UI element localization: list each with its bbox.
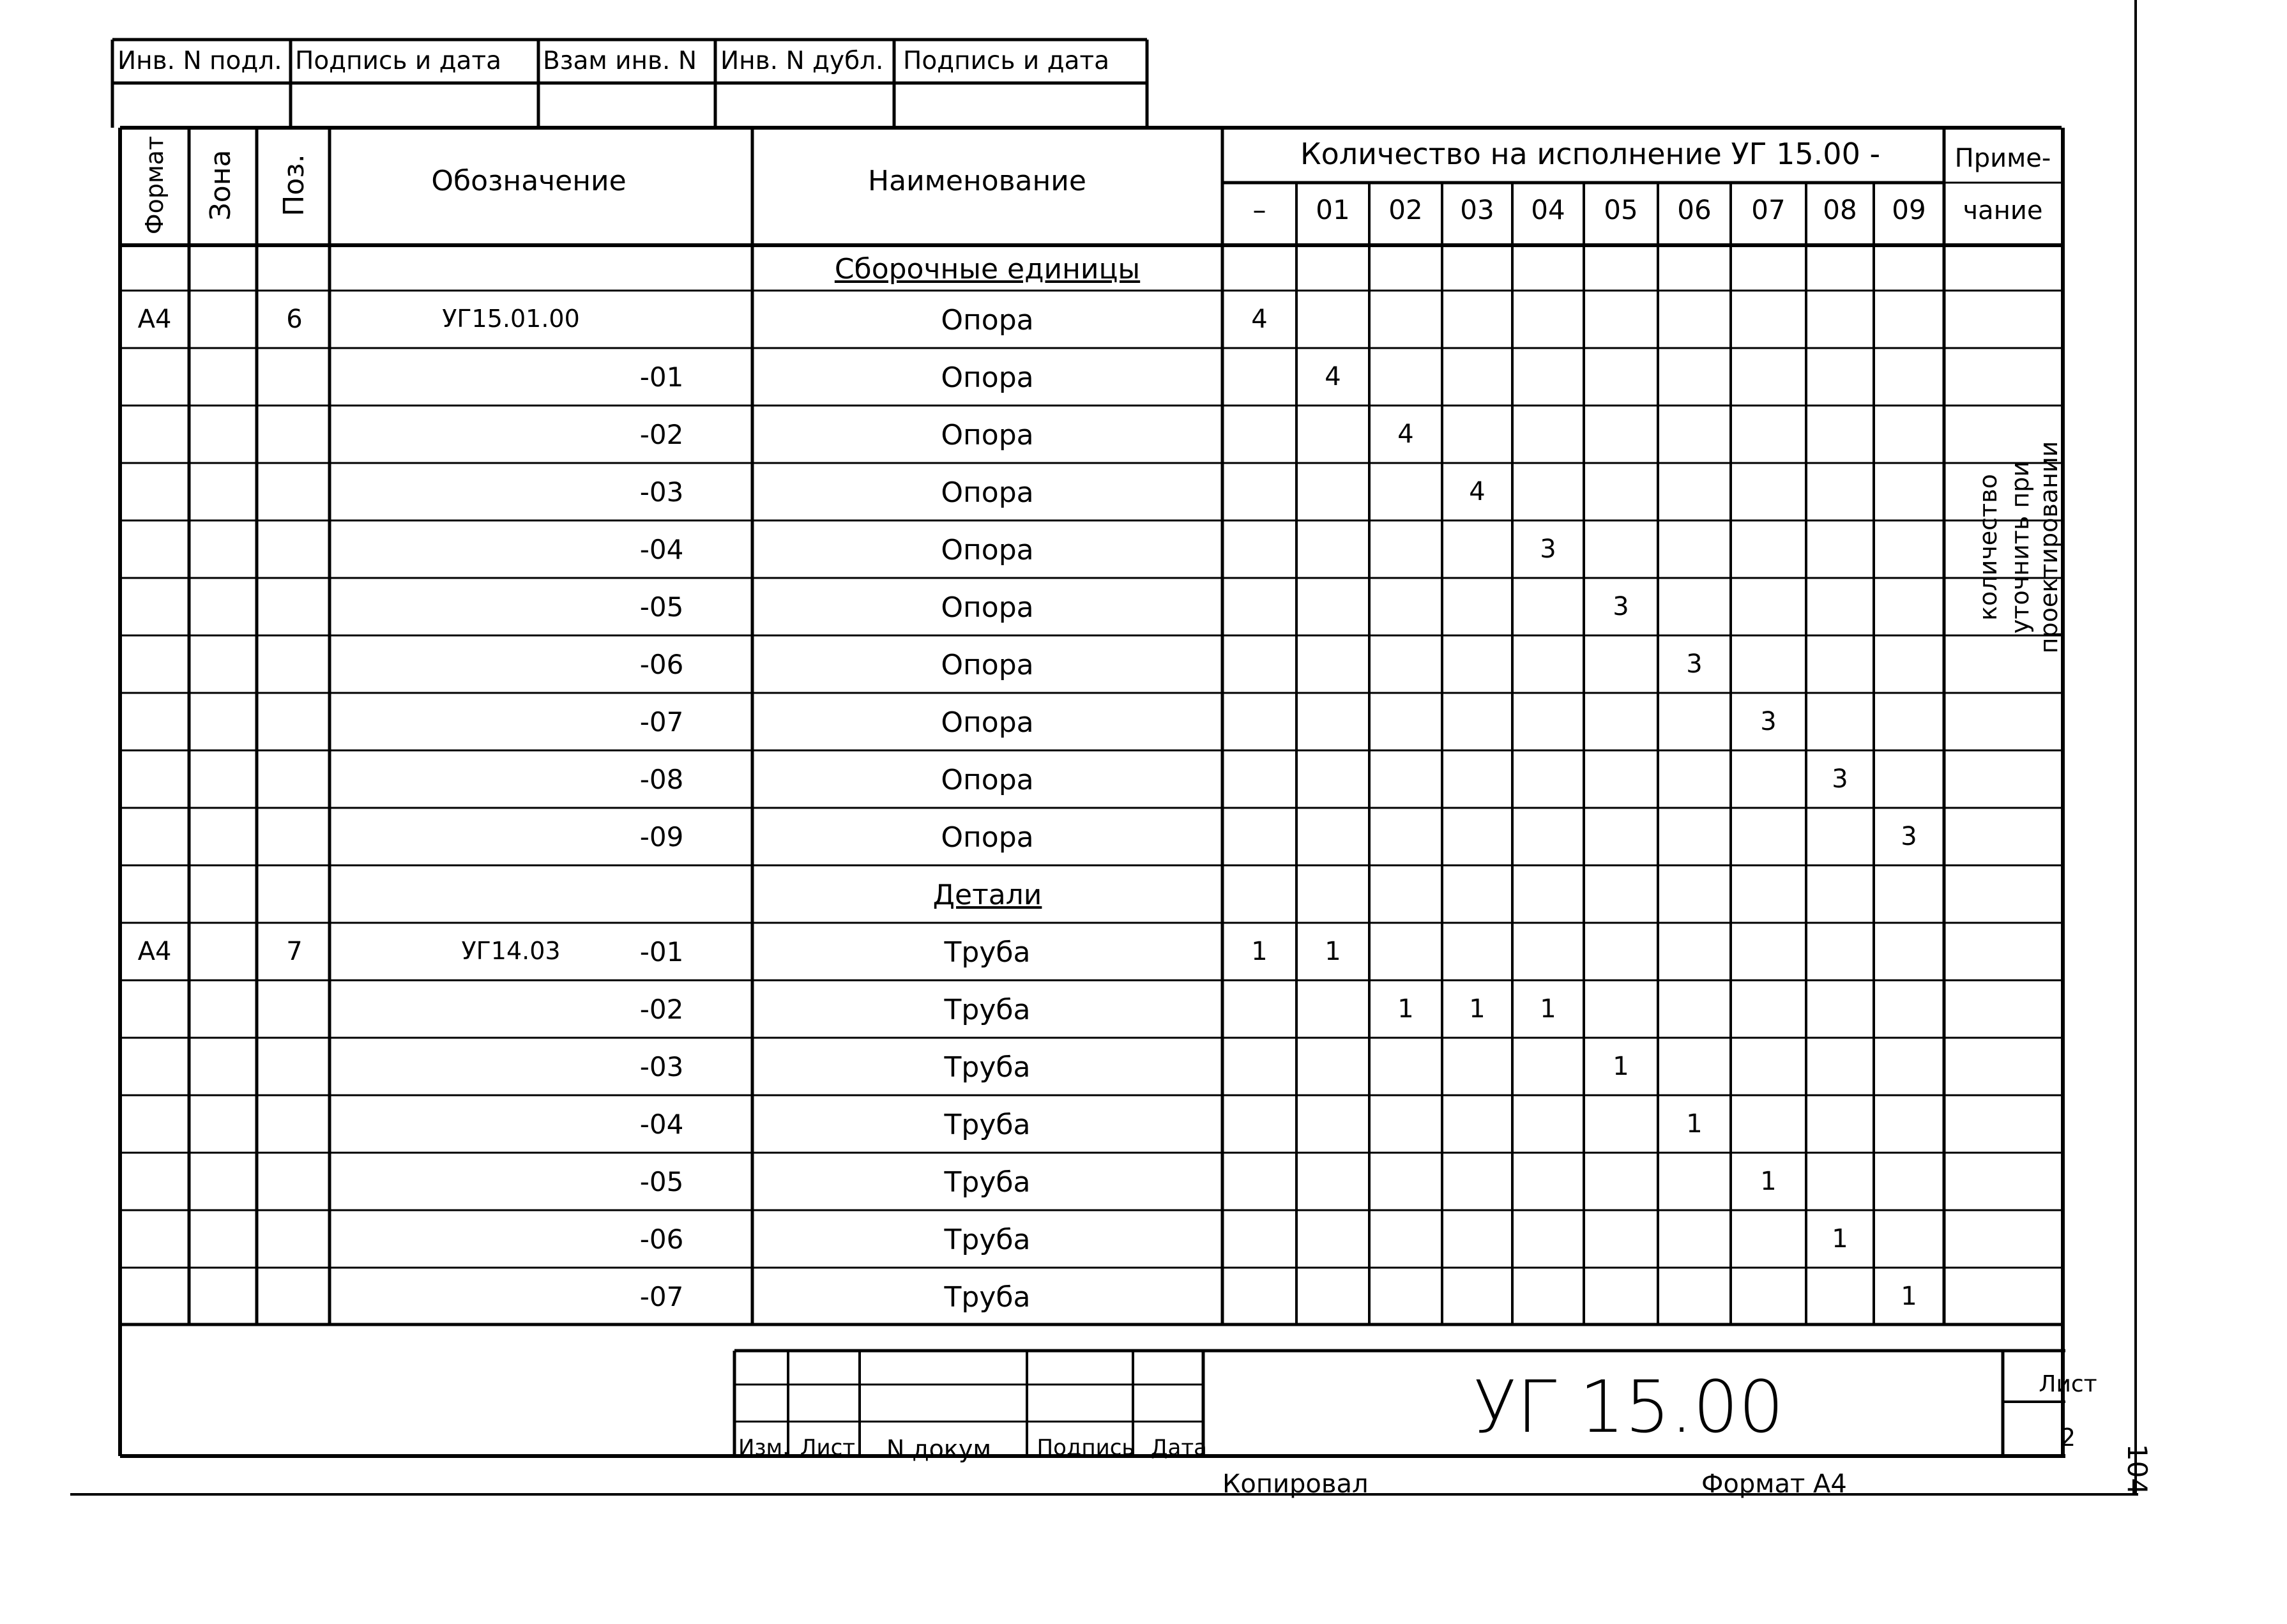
row-designation-suffix: -06 bbox=[639, 1224, 684, 1255]
row-name: Опора bbox=[941, 534, 1034, 566]
row-quantity: 1 bbox=[1901, 1281, 1917, 1311]
row-quantity: 3 bbox=[1540, 535, 1556, 564]
variant-header: 02 bbox=[1388, 194, 1423, 225]
row-name: Опора bbox=[941, 476, 1034, 509]
header-format: Формат bbox=[141, 135, 169, 235]
section-heading: Сборочные единицы bbox=[834, 252, 1141, 285]
header-quantity: Количество на исполнение УГ 15.00 - bbox=[1300, 137, 1881, 171]
variant-header: 07 bbox=[1751, 194, 1786, 225]
tb-label-doc-number: N докум. bbox=[886, 1435, 999, 1463]
tb-label-date: Дата bbox=[1150, 1435, 1208, 1461]
row-designation-suffix: -02 bbox=[639, 994, 684, 1025]
tb-label-change: Изм. bbox=[738, 1435, 789, 1461]
section-heading: Детали bbox=[932, 879, 1042, 911]
row-designation: УГ15.01.00 bbox=[442, 305, 580, 333]
row-quantity: 1 bbox=[1325, 937, 1341, 966]
row-designation-suffix: -08 bbox=[639, 764, 684, 795]
row-quantity: 1 bbox=[1832, 1224, 1848, 1254]
row-name: Опора bbox=[941, 419, 1034, 452]
row-quantity: 1 bbox=[1613, 1052, 1629, 1081]
row-name: Труба bbox=[944, 1051, 1031, 1084]
row-name: Труба bbox=[944, 994, 1031, 1026]
variant-header: 06 bbox=[1677, 194, 1712, 225]
row-name: Труба bbox=[944, 1166, 1031, 1199]
row-quantity: 4 bbox=[1251, 305, 1268, 334]
row-quantity: 3 bbox=[1686, 649, 1703, 679]
row-designation-suffix: -07 bbox=[639, 706, 684, 738]
row-name: Опора bbox=[941, 361, 1034, 394]
note-line-3: проектировании bbox=[2035, 441, 2063, 654]
sheet-number: 2 bbox=[2060, 1423, 2076, 1452]
row-designation-suffix: -03 bbox=[639, 476, 684, 508]
variant-header: – bbox=[1252, 194, 1266, 225]
row-name: Труба bbox=[944, 936, 1031, 969]
row-quantity: 3 bbox=[1901, 822, 1917, 851]
row-name: Труба bbox=[944, 1280, 1031, 1314]
row-quantity: 3 bbox=[1613, 592, 1629, 621]
variant-header: 05 bbox=[1604, 194, 1638, 225]
row-designation-suffix: -04 bbox=[639, 534, 684, 565]
row-designation-suffix: -06 bbox=[639, 649, 684, 680]
row-name: Опора bbox=[941, 706, 1034, 739]
header-position: Поз. bbox=[278, 154, 310, 216]
row-quantity: 1 bbox=[1686, 1109, 1703, 1139]
row-format: A4 bbox=[137, 305, 172, 334]
row-quantity: 4 bbox=[1325, 362, 1341, 391]
variant-header: 03 bbox=[1460, 194, 1494, 225]
row-designation-suffix: -04 bbox=[639, 1109, 684, 1140]
row-position: 6 bbox=[286, 305, 303, 334]
row-quantity: 1 bbox=[1251, 937, 1268, 966]
stamp-header-replaced-inv: Взам инв. N bbox=[543, 47, 697, 75]
row-designation-suffix: -01 bbox=[639, 936, 684, 968]
row-designation: УГ14.03 bbox=[461, 937, 561, 965]
stamp-header-inv-orig: Инв. N подл. bbox=[118, 47, 282, 75]
row-format: A4 bbox=[137, 937, 172, 966]
row-name: Опора bbox=[941, 591, 1034, 624]
row-quantity: 3 bbox=[1832, 764, 1848, 794]
header-zone: Зона bbox=[204, 149, 237, 221]
tb-label-sheet: Лист bbox=[800, 1435, 856, 1461]
row-name: Опора bbox=[941, 821, 1034, 854]
row-name: Опора bbox=[941, 764, 1034, 796]
header-note-1: Приме- bbox=[1954, 144, 2051, 173]
format-label: Формат А4 bbox=[1701, 1469, 1847, 1499]
row-designation-suffix: -09 bbox=[639, 821, 684, 853]
row-quantity: 1 bbox=[1397, 994, 1414, 1024]
note-line-2: уточнить при bbox=[2006, 460, 2034, 634]
variant-header: 04 bbox=[1531, 194, 1565, 225]
row-designation-suffix: -01 bbox=[639, 361, 684, 393]
row-name: Опора bbox=[941, 304, 1034, 337]
row-quantity: 4 bbox=[1397, 420, 1414, 449]
note-line-1: количество bbox=[1974, 474, 2002, 621]
variant-header: 09 bbox=[1892, 194, 1926, 225]
copied-by-label: Копировал bbox=[1222, 1469, 1369, 1499]
row-designation-suffix: -07 bbox=[639, 1280, 684, 1312]
row-quantity: 3 bbox=[1760, 707, 1777, 736]
row-quantity: 1 bbox=[1760, 1167, 1777, 1196]
header-note-2: чание bbox=[1963, 196, 2043, 225]
page-number: 104 bbox=[2122, 1443, 2154, 1496]
row-name: Труба bbox=[944, 1224, 1031, 1256]
sheet-label: Лист bbox=[2039, 1371, 2097, 1397]
row-quantity: 1 bbox=[1469, 994, 1485, 1024]
row-designation-suffix: -03 bbox=[639, 1051, 684, 1082]
row-name: Труба bbox=[944, 1109, 1031, 1141]
document-code: УГ 15.00 bbox=[1473, 1366, 1784, 1449]
variant-header: 08 bbox=[1823, 194, 1857, 225]
header-name: Наименование bbox=[868, 165, 1086, 197]
header-designation: Обозначение bbox=[431, 165, 627, 197]
stamp-header-sign-date-1: Подпись и дата bbox=[295, 47, 502, 75]
row-position: 7 bbox=[286, 937, 303, 966]
row-quantity: 1 bbox=[1540, 994, 1556, 1024]
stamp-header-inv-dup: Инв. N дубл. bbox=[720, 47, 884, 75]
stamp-header-sign-date-2: Подпись и дата bbox=[903, 47, 1110, 75]
row-designation-suffix: -05 bbox=[639, 1166, 684, 1197]
tb-label-signature: Подпись bbox=[1037, 1435, 1135, 1461]
row-designation-suffix: -05 bbox=[639, 591, 684, 623]
row-designation-suffix: -02 bbox=[639, 419, 684, 450]
variant-header: 01 bbox=[1316, 194, 1350, 225]
row-quantity: 4 bbox=[1469, 477, 1485, 506]
row-name: Опора bbox=[941, 649, 1034, 681]
